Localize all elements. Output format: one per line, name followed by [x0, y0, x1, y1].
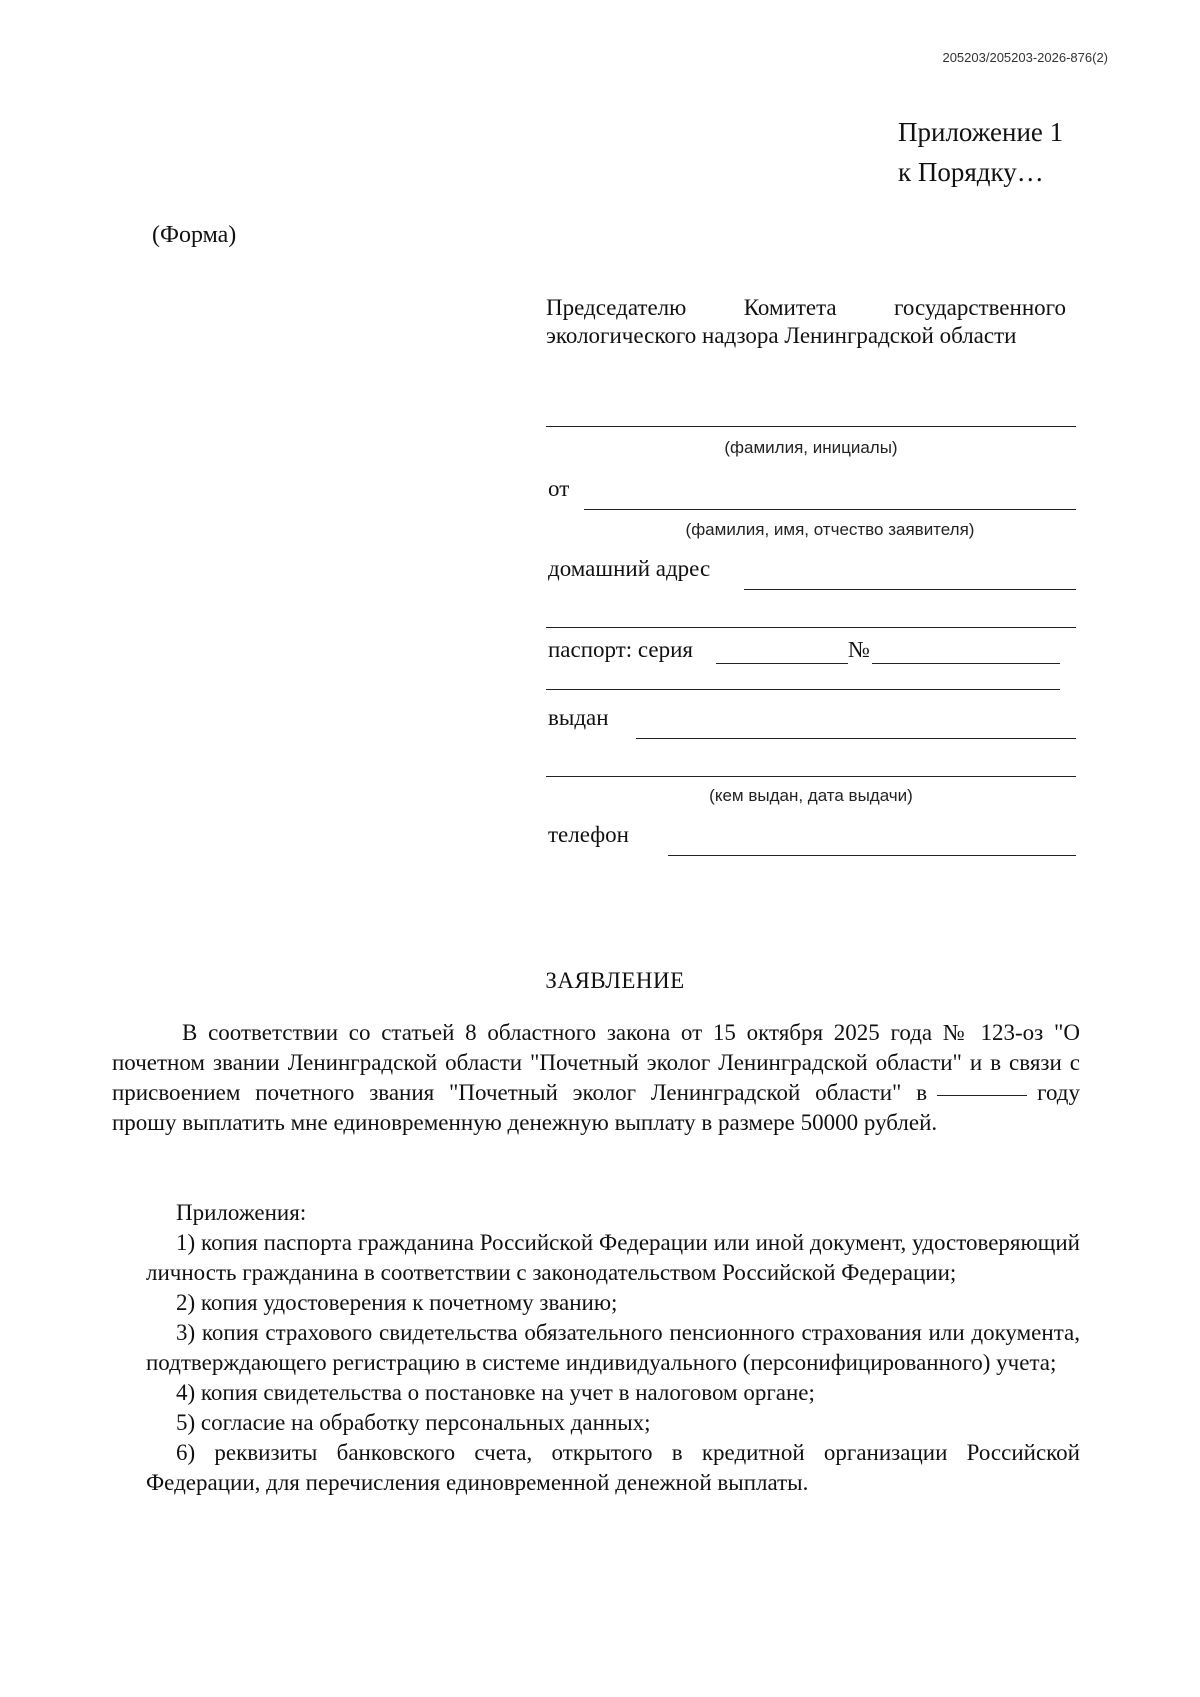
passport-series-line[interactable] [716, 663, 848, 664]
statement-text-part-2: году прошу выплатить мне единовременную денежную выплату в размере 50000 рублей. [112, 1080, 1080, 1135]
issued-label: выдан [548, 705, 609, 730]
address-label: домашний адрес [548, 556, 711, 581]
statement-text-part-1: В соответствии со статьей 8 областного закона от 15 октября 2025 года № 123-оз "О почетном звании Ленинградской области "Почетный эколог Ленинградской области" и в связи с присвоением почетного звания "Почетный эколог Ленинградской области" в [112, 1020, 1080, 1105]
attachment-item: 6) реквизиты банковского счета, открытого в кредитной организации Российской Федерации, для перечисления единовременной денежной выплаты. [146, 1440, 1080, 1495]
phone-label: телефон [548, 822, 629, 847]
chairman-name-line[interactable] [546, 426, 1076, 427]
statement-paragraph [112, 1018, 1080, 1138]
applicant-name-line[interactable] [584, 509, 1076, 510]
attachment-item: 1) копия паспорта гражданина Российской Федерации или иной документ, удостоверяющий личность гражданина в соответствии с законодательством Российской Федерации; [146, 1230, 1080, 1285]
addressee-block: Председателю Комитета государственного экологического надзора Ленинградской области [546, 295, 1066, 348]
attachment-item: 3) копия страхового свидетельства обязательного пенсионного страхования или документа, подтверждающего регистрацию в системе индивидуального (персонифицированного) учета; [146, 1320, 1080, 1375]
document-number: 205203/205203-2026-876(2) [942, 50, 1108, 65]
attachment-item: 5) согласие на обработку персональных данных; [176, 1410, 651, 1435]
attachments-list [146, 1228, 1080, 1498]
chairman-name-caption: (фамилия, инициалы) [724, 438, 898, 457]
issued-line-2[interactable] [546, 776, 1076, 777]
passport-number-line[interactable] [872, 663, 1060, 664]
passport-series-label: паспорт: серия [548, 637, 694, 662]
form-label: (Форма) [152, 222, 237, 248]
appendix-line-1: Приложение 1 [898, 117, 1064, 147]
passport-extra-line[interactable] [546, 689, 1060, 690]
phone-line[interactable] [668, 855, 1076, 856]
from-label: от [548, 476, 570, 501]
applicant-name-caption: (фамилия, имя, отчество заявителя) [685, 520, 975, 539]
address-line-1[interactable] [744, 589, 1076, 590]
appendix-header [898, 112, 1063, 192]
year-blank-field[interactable] [937, 1094, 1027, 1096]
issued-caption: (кем выдан, дата выдачи) [709, 786, 913, 805]
statement-title: ЗАЯВЛЕНИЕ [545, 968, 685, 993]
appendix-line-2: к Порядку… [898, 157, 1044, 187]
address-line-2[interactable] [546, 627, 1076, 628]
attachment-item: 2) копия удостоверения к почетному званию; [176, 1290, 618, 1315]
passport-number-label: № [848, 637, 870, 662]
attachment-item: 4) копия свидетельства о постановке на учет в налоговом органе; [176, 1380, 815, 1405]
attachments-heading: Приложения: [176, 1200, 307, 1225]
issued-line-1[interactable] [636, 738, 1076, 739]
